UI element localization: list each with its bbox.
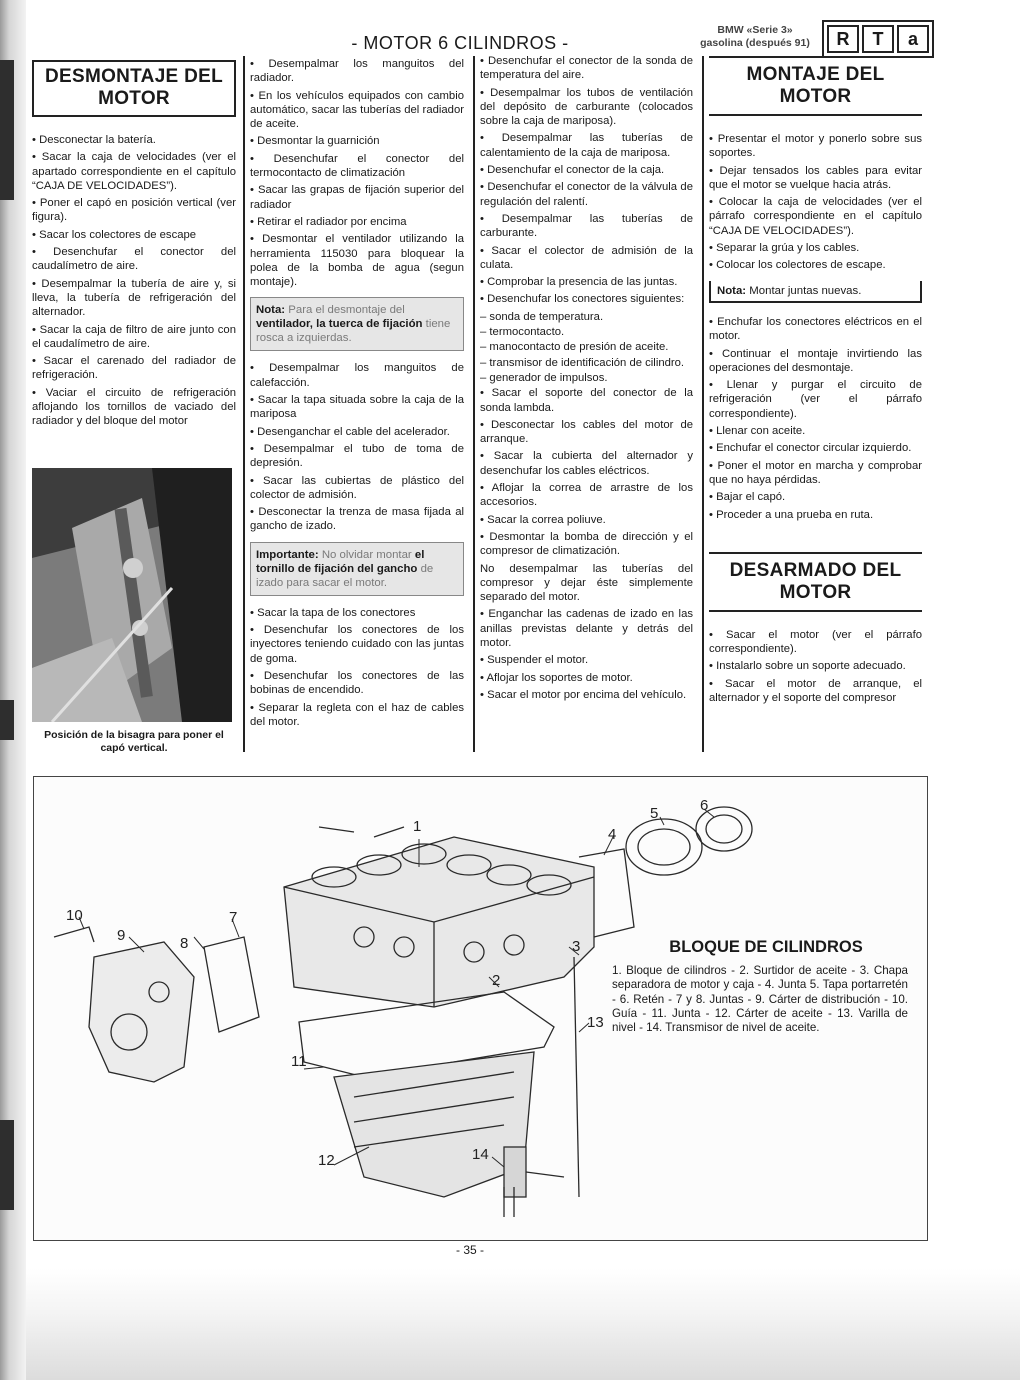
note-text: Para el desmontaje del [288, 304, 405, 317]
step-item: • Sacar el motor de arranque, el alternador y el soporte del compresor [709, 677, 923, 705]
step-item: • Sacar la cubierta del alternador y desenchufar los cables eléctricos. [480, 450, 693, 477]
logo-letter: R [827, 25, 859, 53]
step-item: • Desmontar la guarnición [250, 135, 380, 148]
step-item: • Bajar el capó. [709, 491, 786, 504]
step-item: • Sacar la caja de velocidades (ver el apartado correspondiente en el capítulo “CAJA DE VELOCIDADES”). [32, 151, 236, 192]
step-item: • Retirar el radiador por encima [250, 215, 407, 228]
note-box-lifting-hook [250, 542, 464, 596]
column-rule [473, 56, 475, 752]
step-item: • Enchufar los conectores eléctricos en el motor. [709, 315, 923, 343]
dash-item: – termocontacto. [480, 326, 565, 339]
step-item: • Continuar el montaje invirtiendo las operaciones del desmontaje. [709, 347, 922, 374]
step-item: • Colocar la caja de velocidades (ver el párrafo correspondiente en el capítulo “CAJA DE VELOCIDADES”). [709, 196, 922, 237]
note-text: Montar juntas nuevas. [749, 284, 862, 297]
step-item: • Sacar los colectores de escape [32, 228, 197, 241]
figure-caption: 1. Bloque de cilindros - 2. Surtidor de aceite - 3. Chapa separadora de motor y caja - 4. Junta 5. Tapa portarretén - 6. Retén - 7 y 8. Juntas - 9. Cárter de distribución - 10. Guía - 11. Junta - 12. Cárter de aceite - 13. Varilla de nivel - 14. Transmisor de nivel de aceite. [612, 964, 908, 1035]
note-new-gaskets [709, 281, 922, 303]
column-2 [250, 57, 464, 732]
column-desmontaje [32, 60, 236, 432]
note-text: No olvidar montar [321, 548, 412, 561]
rta-logo [822, 20, 934, 58]
note-label: Importante: [256, 548, 319, 561]
step-item: • Dejar tensados los cables para evitar que el motor se vuelque hacia atrás. [709, 164, 922, 191]
callout-label: 9 [117, 927, 126, 944]
callout-label: 3 [572, 938, 581, 955]
step-item: • Desempalmar las tuberías de calentamiento de la caja de mariposa. [480, 132, 693, 159]
column-rule [243, 56, 245, 752]
step-item: • Desempalmar los manguitos de calefacción. [250, 362, 465, 389]
dash-item: – manocontacto de presión de aceite. [480, 341, 669, 354]
step-item: • Desempalmar los tubos de ventilación del depósito de carburante (colocados sobre la caja de mariposa). [480, 86, 694, 128]
section-title-desmontaje: DESMONTAJE DEL MOTOR [32, 60, 236, 117]
section-title-montaje: MONTAJE DEL MOTOR [709, 56, 922, 116]
step-item: • Desempalmar los manguitos del radiador. [250, 58, 464, 85]
logo-letter: T [862, 25, 894, 53]
spine-band [0, 1120, 14, 1210]
callout-label: 12 [318, 1152, 335, 1169]
step-item: • Desempalmar el tubo de toma de depresión. [250, 442, 464, 470]
callout-label: 14 [472, 1146, 489, 1163]
note-text: el tornillo de fijación del gancho [256, 548, 425, 575]
step-item: • Colocar los colectores de escape. [709, 259, 886, 272]
step-item: • Separar la grúa y los cables. [709, 242, 860, 255]
note-label: Nota: [256, 304, 286, 317]
step-item: • Sacar la caja de filtro de aire junto con el caudalímetro de aire. [32, 323, 236, 350]
step-item: • Aflojar la correa de arrastre de los accesorios. [480, 482, 693, 509]
step-item: • Desenchufar el conector de la caja. [480, 164, 665, 177]
page-bottom-shadow [26, 1268, 1020, 1380]
step-item: • Poner el capó en posición vertical (ver figura). [32, 197, 236, 224]
section-title-desarmado: DESARMADO DEL MOTOR [709, 552, 922, 612]
step-item: • Presentar el motor y ponerlo sobre sus soportes. [709, 133, 922, 160]
step-item: • Desmontar el ventilador utilizando la herramienta 115030 para bloquear la polea de la bomba de agua (segun montaje). [250, 233, 465, 289]
step-item: • Enchufar el conector circular izquierdo. [709, 442, 912, 455]
step-item: • Enganchar las cadenas de izado en las anillas previstas delante y detrás del motor. [480, 608, 693, 649]
step-item: • Aflojar los soportes de motor. [480, 671, 633, 684]
series-line-1: BMW «Serie 3» [717, 24, 793, 36]
step-item: • Suspender el motor. [480, 654, 589, 667]
step-item: • Comprobar la presencia de las juntas. [480, 276, 678, 289]
callout-label: 6 [700, 797, 709, 814]
note-box-fan-nut [250, 297, 464, 351]
step-item: • Sacar las grapas de fijación superior del radiador [250, 184, 465, 211]
step-item: • Sacar el colector de admisión de la culata. [480, 244, 693, 271]
page-header-title: - MOTOR 6 CILINDROS - [351, 33, 569, 53]
series-line-2: gasolina (después 91) [700, 37, 810, 49]
step-item: • Sacar la correa poliuve. [480, 513, 606, 526]
hood-hinge-photo [32, 468, 232, 722]
step-item: • Sacar el motor por encima del vehículo. [480, 688, 687, 701]
photo-caption: Posición de la bisagra para poner el capó vertical. [44, 729, 224, 754]
callout-label: 5 [650, 805, 659, 822]
page-number: - 35 - [455, 1243, 484, 1257]
step-item: • Sacar las cubiertas de plástico del colector de admisión. [250, 474, 465, 501]
step-item: • Desenchufar el conector de la sonda de temperatura del aire. [480, 55, 693, 82]
step-item: • Sacar la tapa de los conectores [250, 606, 416, 619]
figure-title: BLOQUE DE CILINDROS [669, 938, 863, 956]
step-item: • Desconectar la batería. [32, 134, 156, 146]
callout-label: 10 [66, 907, 83, 924]
step-item: • Desempalmar las tuberías de carburante. [480, 212, 693, 240]
step-item: • Poner el motor en marcha y comprobar que no haya pérdidas. [709, 459, 922, 486]
step-item: • Separar la regleta con el haz de cables del motor. [250, 701, 465, 728]
column-rule [702, 56, 704, 752]
column-3 [480, 54, 693, 705]
callout-label: 2 [492, 972, 501, 989]
step-item: • Desenchufar el conector de la válvula de regulación del ralentí. [480, 181, 693, 208]
step-item: • Llenar y purgar el circuito de refrigeración (ver el párrafo correspondiente). [709, 379, 922, 420]
step-item: • Desenchufar los conectores de los inyectores teniendo cuidado con las juntas de goma. [250, 624, 464, 665]
column-montaje [709, 56, 922, 708]
spine-band [0, 60, 14, 200]
callout-label: 4 [608, 826, 617, 843]
step-item: • Desenchufar el conector del termocontacto de climatización [250, 152, 464, 180]
dash-item: – generador de impulsos. [480, 371, 608, 384]
step-item: • Sacar el carenado del radiador de refrigeración. [32, 355, 236, 382]
callout-label: 7 [229, 909, 238, 926]
step-item: • Desenchufar los conectores siguientes: [480, 293, 685, 306]
note-text: ventilador, la tuerca de fijación [256, 318, 423, 331]
step-item: • Sacar el motor (ver el párrafo correspondiente). [709, 628, 923, 656]
step-item: • Proceder a una prueba en ruta. [709, 508, 874, 521]
callout-label: 13 [587, 1014, 604, 1031]
step-item: • Sacar el soporte del conector de la sonda lambda. [480, 387, 694, 414]
callout-label: 8 [180, 935, 189, 952]
step-item: • Desempalmar la tubería de aire y, si lleva, la tubería de refrigeración del alternador. [32, 277, 236, 319]
dash-item: – transmisor de identificación de cilindro. [480, 356, 685, 369]
note-label: Nota: [717, 284, 747, 297]
page-spine-shadow [0, 0, 26, 1380]
step-item: • Desenchufar el conector del caudalímetro de aire. [32, 246, 236, 273]
step-item: • Instalarlo sobre un soporte adecuado. [709, 660, 906, 673]
step-plain: No desempalmar las tuberías del compresor y dejar éste simplemente separado del motor. [480, 562, 693, 604]
callout-label: 1 [413, 818, 422, 835]
dash-item: – sonda de temperatura. [480, 310, 604, 323]
step-item: • Desenganchar el cable del acelerador. [250, 425, 450, 438]
callout-label: 11 [291, 1053, 307, 1070]
step-item: • Vaciar el circuito de refrigeración aflojando los tornillos de vaciado del radiador y del bloque del motor [32, 386, 237, 428]
step-item: • Llenar con aceite. [709, 425, 806, 438]
step-item: • Desconectar la trenza de masa fijada al gancho de izado. [250, 506, 465, 533]
step-item: • Desenchufar los conectores de las bobinas de encendido. [250, 669, 464, 697]
step-item: • Desconectar los cables del motor de arranque. [480, 418, 694, 446]
step-item: • Desmontar la bomba de dirección y el compresor de climatización. [480, 530, 693, 558]
logo-letter: a [897, 25, 929, 53]
spine-band [0, 700, 14, 740]
note-text: de izado para sacar el motor. [256, 562, 434, 589]
step-item: • Sacar la tapa situada sobre la caja de la mariposa [250, 394, 465, 421]
series-label [690, 24, 820, 50]
note-text: tiene rosca a izquierdas. [256, 318, 451, 345]
step-item: • En los vehículos equipados con cambio automático, sacar las tuberías del radiador de aceite. [250, 89, 465, 131]
